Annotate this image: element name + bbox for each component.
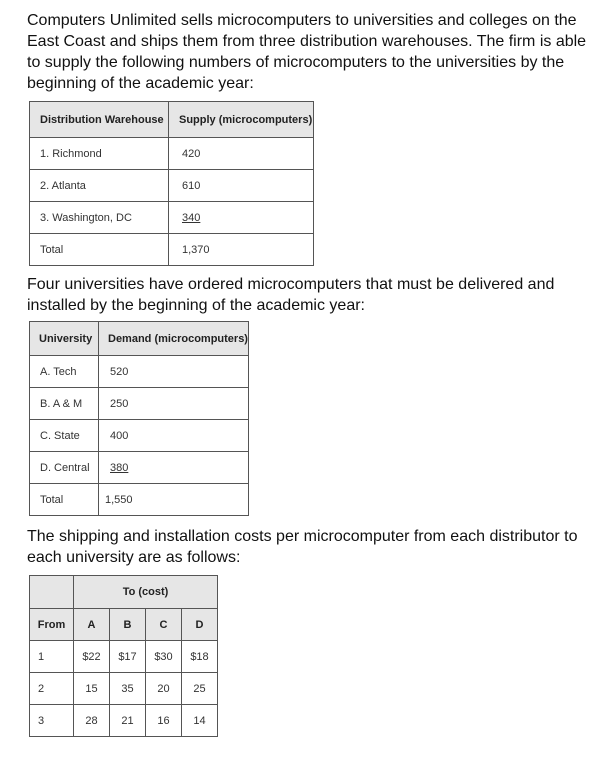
cost-intro-paragraph: The shipping and installation costs per microcomputer from each distributor to each university are as follows: [27, 528, 578, 566]
cost-table [29, 575, 218, 737]
table-row [30, 138, 314, 170]
total-label: Total [30, 484, 99, 516]
university-name: A. Tech [30, 356, 99, 388]
cost-from-label: 3 [30, 705, 74, 737]
supply-table [29, 101, 314, 266]
cost-header-from: From [30, 609, 74, 641]
intro-paragraph: Computers Unlimited sells microcomputers to universities and colleges on the East Coast and ships them from three distribution warehouses. The firm is able to supply the following numbers of microcomputers to the universities by the beginning of the academic year: [27, 12, 587, 92]
demand-value: 520 [99, 356, 249, 388]
warehouse-name: 2. Atlanta [30, 170, 169, 202]
cost-cell: $30 [146, 641, 182, 673]
cost-header-col: D [182, 609, 218, 641]
table-row [30, 641, 218, 673]
demand-intro-paragraph: Four universities have ordered microcomputers that must be delivered and installed by the beginning of the academic year: [27, 276, 555, 314]
cost-cell: 16 [146, 705, 182, 737]
demand-table [29, 321, 249, 516]
cost-cell: $22 [74, 641, 110, 673]
cost-cell: 15 [74, 673, 110, 705]
cost-from-label: 2 [30, 673, 74, 705]
supply-header-supply: Supply (microcomputers) [169, 102, 314, 138]
table-row [30, 452, 249, 484]
cost-cell: $18 [182, 641, 218, 673]
table-row [30, 705, 218, 737]
supply-value: 340 [182, 211, 201, 224]
warehouse-name: 3. Washington, DC [30, 202, 169, 234]
demand-value: 400 [99, 420, 249, 452]
total-row [30, 484, 249, 516]
cost-header-col: C [146, 609, 182, 641]
demand-header-demand: Demand (microcomputers) [99, 322, 249, 356]
cost-header-col: A [74, 609, 110, 641]
cost-cell: 14 [182, 705, 218, 737]
cost-cell: 25 [182, 673, 218, 705]
table-row [30, 420, 249, 452]
cost-cell: $17 [110, 641, 146, 673]
table-row [30, 170, 314, 202]
total-label: Total [30, 234, 169, 266]
supply-header-warehouse: Distribution Warehouse [30, 102, 169, 138]
table-row [30, 356, 249, 388]
demand-value: 250 [99, 388, 249, 420]
cost-corner-cell [30, 576, 74, 609]
table-row [30, 388, 249, 420]
supply-value: 420 [169, 138, 314, 170]
cost-cell: 28 [74, 705, 110, 737]
university-name: C. State [30, 420, 99, 452]
demand-value: 380 [110, 461, 129, 474]
cost-header-col: B [110, 609, 146, 641]
table-row [30, 202, 314, 234]
warehouse-name: 1. Richmond [30, 138, 169, 170]
total-value: 1,370 [169, 234, 314, 266]
cost-header-title: To (cost) [74, 576, 218, 609]
demand-header-university: University [30, 322, 99, 356]
university-name: D. Central [30, 452, 99, 484]
total-row [30, 234, 314, 266]
supply-value: 610 [169, 170, 314, 202]
cost-cell: 20 [146, 673, 182, 705]
cost-cell: 21 [110, 705, 146, 737]
total-value: 1,550 [99, 484, 249, 516]
cost-from-label: 1 [30, 641, 74, 673]
cost-cell: 35 [110, 673, 146, 705]
university-name: B. A & M [30, 388, 99, 420]
table-row [30, 673, 218, 705]
